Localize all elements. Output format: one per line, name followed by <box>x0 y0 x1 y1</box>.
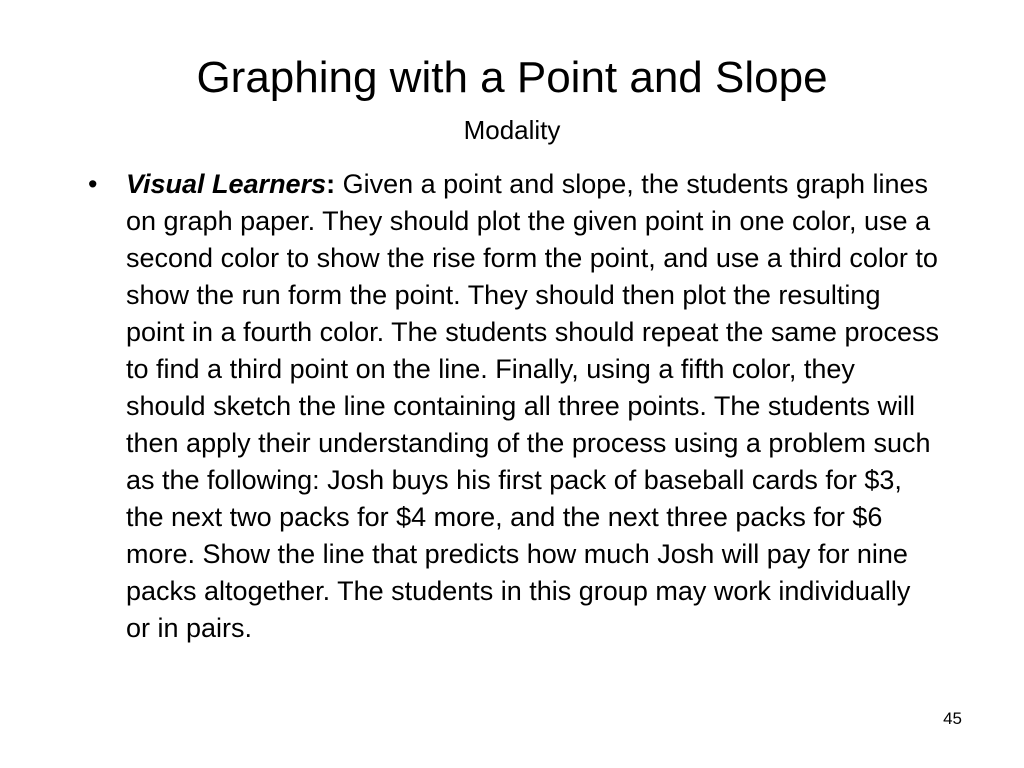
bullet-dot-icon: • <box>88 169 98 199</box>
bullet-lead-label: Visual Learners <box>126 169 327 199</box>
bullet-item <box>80 166 940 647</box>
bullet-text: Given a point and slope, the students graph lines on graph paper. They should plot the given point in one color, use a second color to show the rise form the point, and use a third color to show the run form the point. They should then plot the resulting point in a fourth color. The students should repeat the same process to find a third point on the line. Finally, using a fifth color, they should sketch the line containing all three points. The students will then apply their understanding of the process using a problem such as the following: Josh buys his first pack of baseball cards for $3, the next two packs for $4 more, and the next three packs for $6 more. Show the line that predicts how much Josh will pay for nine packs altogether. The students in this group may work individually or in pairs. <box>126 169 939 643</box>
slide-title: Graphing with a Point and Slope <box>196 53 828 102</box>
slide-subtitle: Modality <box>463 115 561 145</box>
bullet-list <box>80 166 940 647</box>
bullet-lead-colon: : <box>326 169 336 199</box>
slide-number: 45 <box>943 709 962 728</box>
